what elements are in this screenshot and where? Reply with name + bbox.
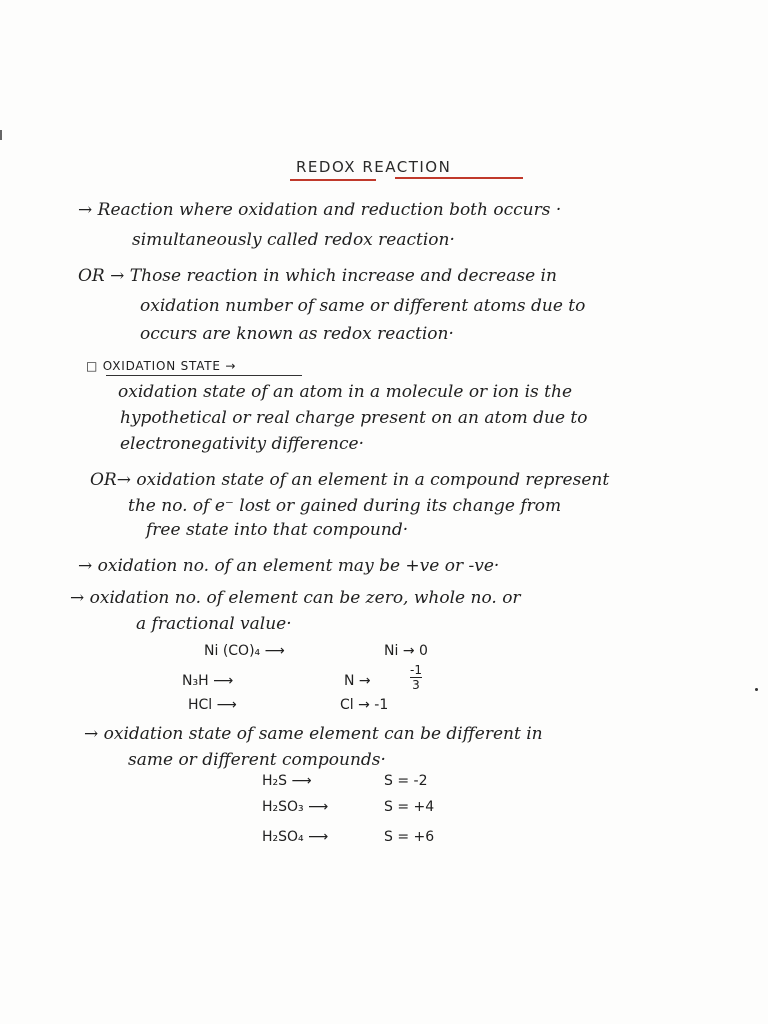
intro-line-2: simultaneously called redox reaction· [132,230,455,250]
point-1: → oxidation no. of an element may be +ve or -ve· [78,556,500,576]
or2-line-1: OR→ oxidation state of an element in a compound represent [90,470,610,490]
example-1-left: Ni (CO)₄ ⟶ [204,643,285,659]
example-3-left: HCl ⟶ [188,697,237,713]
section-heading-underline [106,375,302,376]
stray-mark [755,688,758,691]
page-title: REDOX REACTION [296,158,452,176]
example-3-right: Cl → -1 [340,697,389,713]
title-underline-right [395,177,523,179]
section-heading-oxidation-state: □ OXIDATION STATE → [86,359,237,373]
example-5-left: H₂SO₃ ⟶ [262,799,329,815]
or1-line-2: oxidation number of same or different atoms due to [140,296,586,316]
example-5-right: S = +4 [384,799,435,815]
point-2-line-1: → oxidation no. of element can be zero, whole no. or [70,588,521,608]
point-2-line-2: a fractional value· [136,614,292,634]
point-3-line-1: → oxidation state of same element can be different in [84,724,543,744]
example-1-right: Ni → 0 [384,643,428,659]
fraction-denominator: 3 [412,678,420,692]
section-line-2: hypothetical or real charge present on an atom due to [120,408,588,428]
binder-mark [0,130,2,140]
example-6-right: S = +6 [384,829,435,845]
title-underline-left [290,179,376,181]
fraction-value [410,664,422,691]
example-4-left: H₂S ⟶ [262,773,312,789]
or1-line-3: occurs are known as redox reaction· [140,324,454,344]
or2-line-3: free state into that compound· [146,520,409,540]
example-2-left: N₃H ⟶ [182,673,234,689]
or1-line-1: OR → Those reaction in which increase and decrease in [78,266,557,286]
section-line-3: electronegativity difference· [120,434,364,454]
point-3-line-2: same or different compounds· [128,750,386,770]
intro-line-1: → Reaction where oxidation and reduction both occurs · [78,200,562,220]
example-4-right: S = -2 [384,773,428,789]
section-line-1: oxidation state of an atom in a molecule or ion is the [118,382,573,402]
example-6-left: H₂SO₄ ⟶ [262,829,329,845]
or2-line-2: the no. of e⁻ lost or gained during its change from [128,496,562,516]
example-2-right: N → [344,673,371,689]
fraction-numerator: -1 [410,663,422,677]
